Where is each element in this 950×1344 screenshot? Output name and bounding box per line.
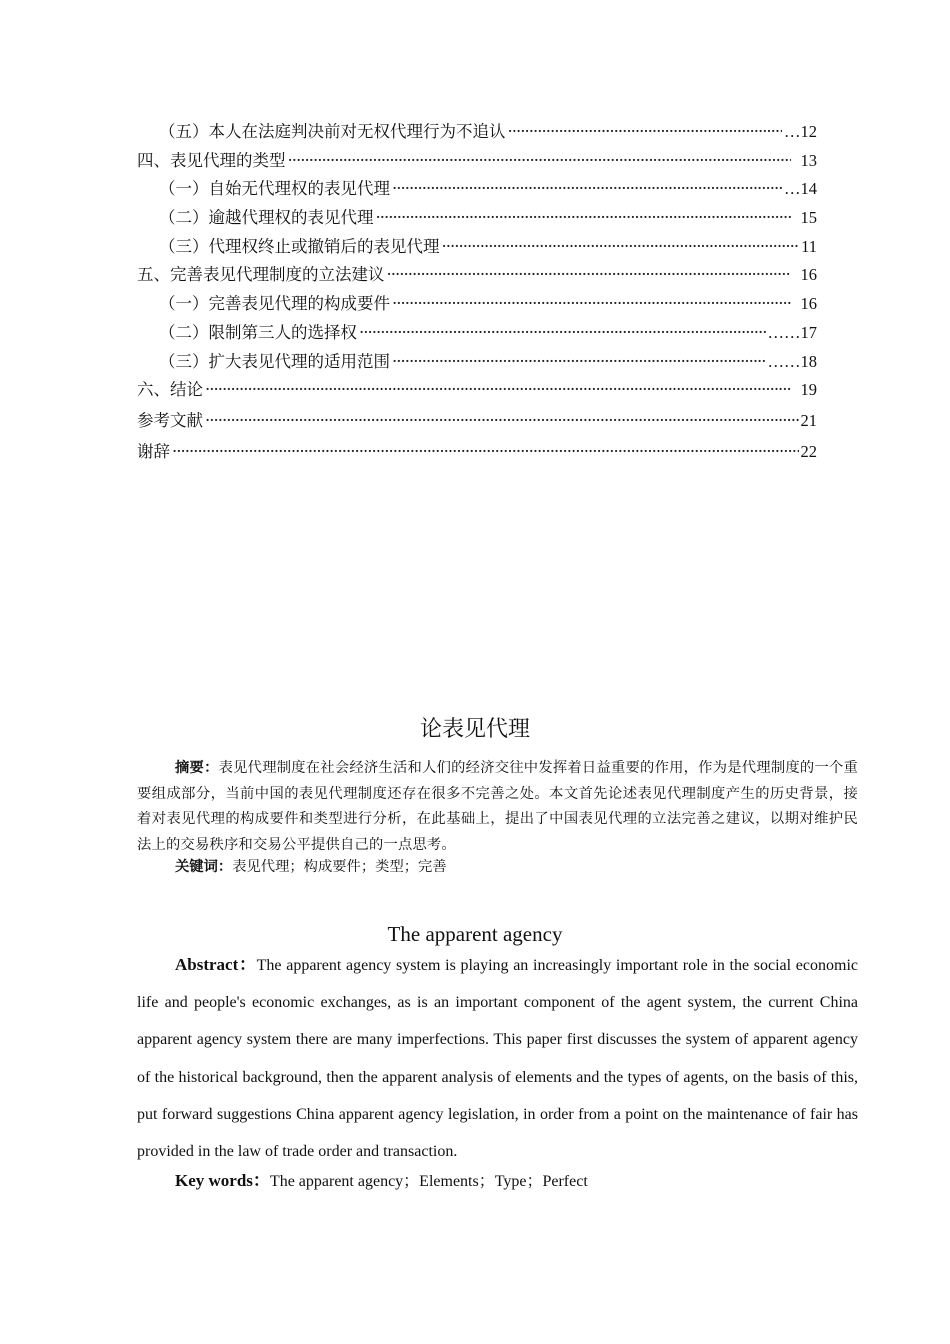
english-abstract [137,946,858,1170]
toc-entry-label: 六、结论 [137,380,203,400]
english-title: The apparent agency [387,922,563,946]
toc-entry[interactable] [137,319,817,348]
toc-entry-page: 13 [800,150,817,170]
chinese-abstract-text: 表见代理制度在社会经济生活和人们的经济交往中发挥着日益重要的作用，作为是代理制度的一个重要组成部分，当前中国的表见代理制度还存在很多不完善之处。本文首先论述表见代理制度产生的历史背景，接着对表见代理的构成要件和类型进行分析，在此基础上，提出了中国表见代理的立法完善之建议，以期对维护民法上的交易秩序和交易公平提供自己的一点思考。 [137,760,859,853]
toc-entry[interactable] [137,348,817,377]
toc-leader-dots [172,436,799,467]
toc-entry[interactable] [137,436,817,467]
chinese-keywords [175,855,447,880]
chinese-keywords-text: 表见代理；构成要件；类型；完善 [232,859,447,875]
toc-entry-page: 16 [800,294,817,314]
toc-entry[interactable] [137,290,817,319]
toc-entry-label: 四、表见代理的类型 [137,150,286,170]
toc-entry-label: 五、完善表见代理制度的立法建议 [137,265,385,285]
toc-leader-dots [205,376,791,405]
toc-entry-label: 参考文献 [137,410,203,430]
toc-entry-label: （三）扩大表见代理的适用范围 [159,351,390,371]
toc-leader-dots [392,175,782,204]
english-keywords [175,1167,588,1196]
toc-leader-dots [392,348,766,377]
english-keywords-text: The apparent agency；Elements；Type；Perfect [269,1173,588,1190]
toc-entry-label: （二）限制第三人的选择权 [159,322,357,342]
toc-leader-dots [392,290,791,319]
toc-entry[interactable] [137,233,817,262]
toc-leader-dots [376,204,791,233]
toc-entry-page: …12 [784,122,817,141]
english-abstract-label: Abstract： [175,955,257,974]
toc-leader-dots [387,261,791,290]
toc-entry-page: 15 [800,208,817,228]
toc-entry[interactable] [137,118,817,147]
chinese-title: 论表见代理 [419,717,530,742]
toc-entry-label: （五）本人在法庭判决前对无权代理行为不追认 [159,122,506,141]
toc-entry[interactable] [137,405,817,436]
table-of-contents [137,118,817,467]
toc-entry[interactable] [137,147,817,176]
toc-entry-page: ……17 [767,322,817,342]
toc-entry[interactable] [137,175,817,204]
toc-leader-dots [205,405,799,436]
toc-entry-page: 16 [800,265,817,285]
toc-entry-label: 谢辞 [137,441,170,461]
toc-entry-page: ……18 [767,351,817,371]
toc-leader-dots [359,319,766,348]
toc-entry-page: 22 [800,441,817,461]
toc-leader-dots [508,118,783,147]
toc-entry[interactable] [137,261,817,290]
toc-leader-dots [442,233,800,262]
toc-entry[interactable] [137,376,817,405]
toc-entry-label: （二）逾越代理权的表见代理 [159,208,374,228]
toc-entry-label: （三）代理权终止或撤销后的表见代理 [159,236,440,256]
chinese-keywords-label: 关键词： [175,859,233,875]
toc-entry-label: （一）完善表见代理的构成要件 [159,294,390,314]
toc-entry-page: …14 [784,179,817,199]
toc-leader-dots [288,147,791,176]
chinese-abstract [137,756,858,858]
toc-entry[interactable] [137,204,817,233]
english-abstract-text: The apparent agency system is playing an increasingly important role in the social economic life and people's economic exchanges, as is an important component of the agent system, the current China apparent agency system there are many imperfections. This paper first discusses the system of apparent agency of the historical background, then the apparent analysis of elements and the types of agents, on the basis of this, put forward suggestions China apparent agency legislation, in order from a point on the maintenance of fair has provided in the law of trade order and transaction. [137,957,858,1161]
english-keywords-label: Key words： [175,1171,270,1190]
chinese-abstract-label: 摘要： [175,760,219,776]
toc-entry-page: 21 [800,410,817,430]
toc-entry-page: 19 [800,380,817,400]
toc-entry-label: （一）自始无代理权的表见代理 [159,179,390,199]
toc-entry-page: 11 [801,236,817,256]
